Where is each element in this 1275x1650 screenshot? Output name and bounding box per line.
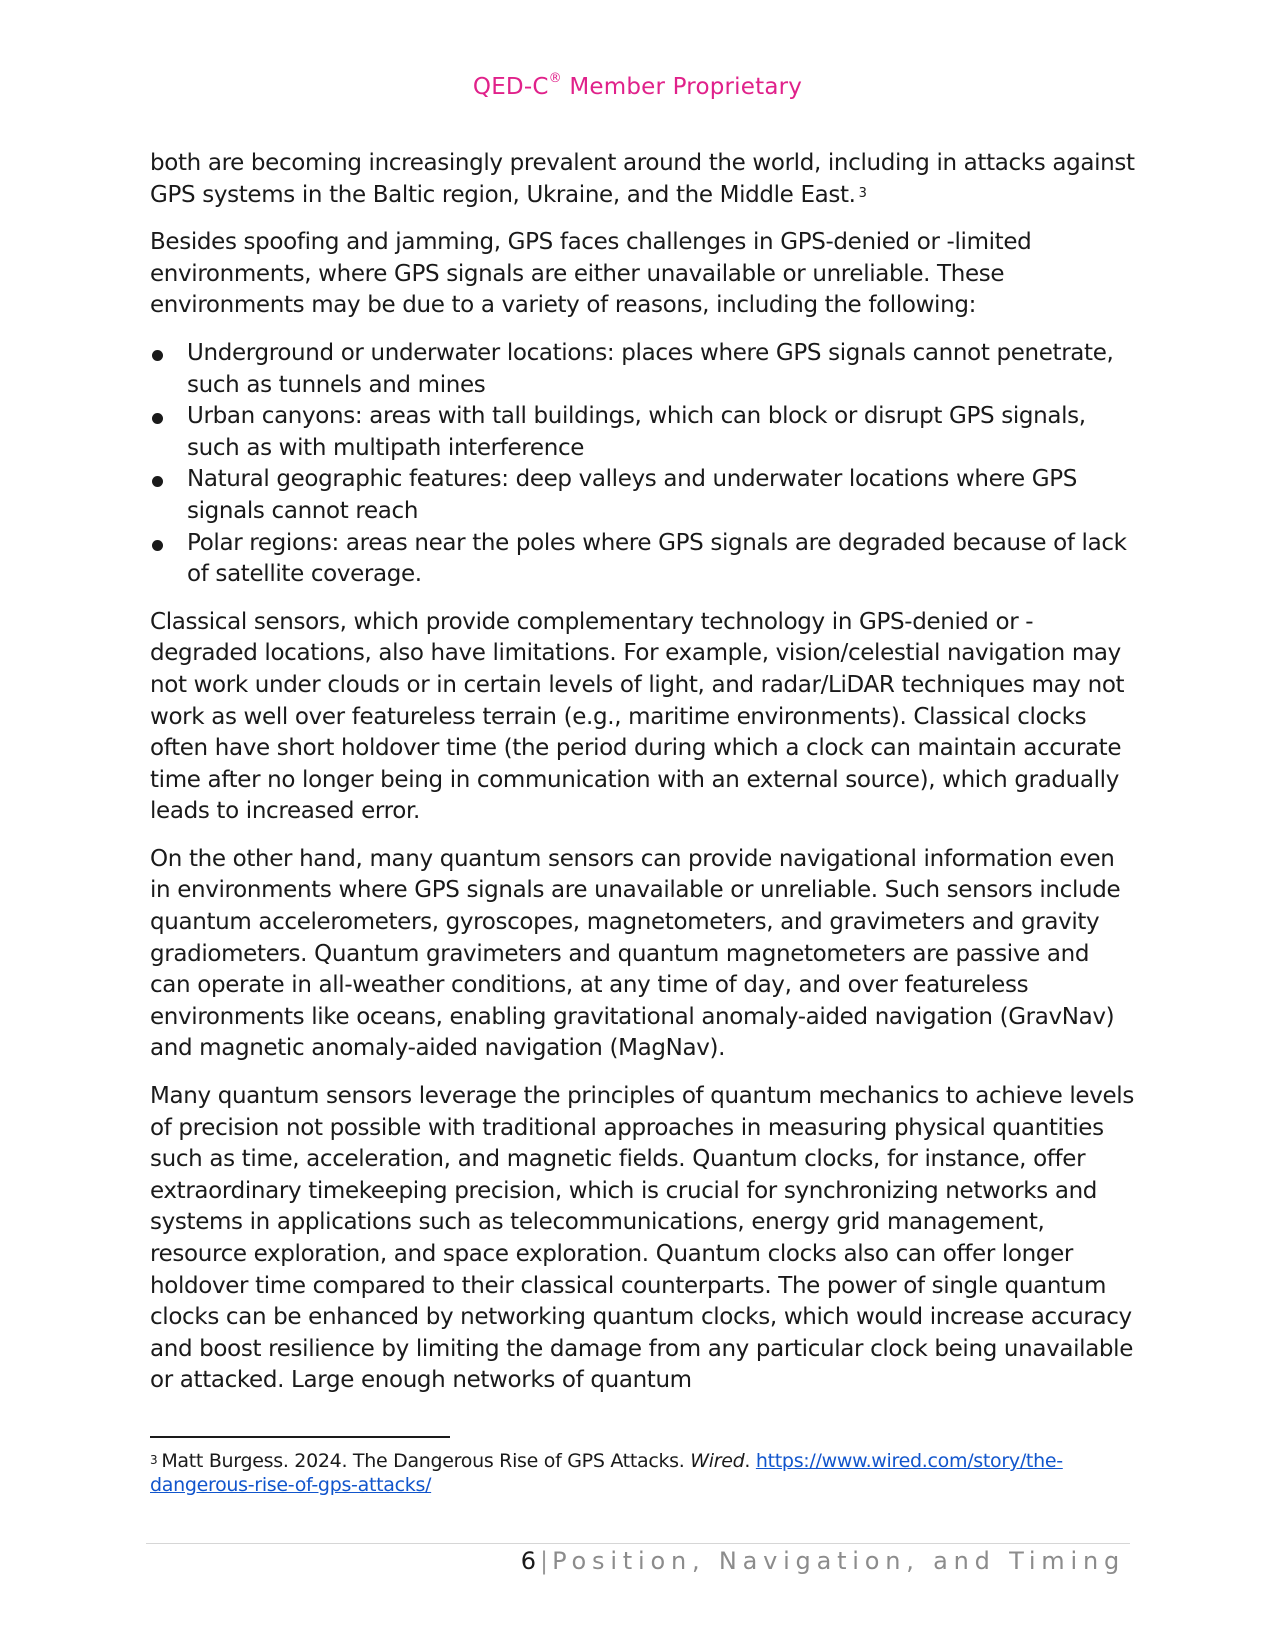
list-item-text: Polar regions: areas near the poles where GPS signals are degraded because of lack of satellite coverage. (187, 529, 1127, 588)
list-item (150, 401, 1135, 464)
page-footer (521, 1547, 1125, 1575)
list-item-text: Urban canyons: areas with tall buildings, which can block or disrupt GPS signals, such as with multipath interference (187, 403, 1086, 461)
footnote-text: Matt Burgess. 2024. The Dangerous Rise of GPS Attacks. (161, 1450, 691, 1472)
footnote (150, 1449, 1110, 1497)
bullet-icon (152, 540, 163, 551)
header-suffix: Member Proprietary (561, 74, 803, 100)
footnote-divider (150, 1436, 450, 1438)
paragraph-4: On the other hand, many quantum sensors can provide navigational information even in environments where GPS signals are unavailable or unreliable. Such sensors include quantum accelerometers, gyroscopes, magnetometers, and gravimeters and gravity gradiometers. Quantum gravimeters and quantum magnetometers are passive and can operate in all-weather conditions, at any time of day, and over featureless environments like oceans, enabling gravitational anomaly-aided navigation (GravNav) and magnetic anomaly-aided navigation (MagNav). (150, 845, 1121, 1062)
list-item (150, 528, 1135, 591)
bullet-icon (152, 350, 163, 361)
list-item (150, 338, 1135, 401)
paragraph-2: Besides spoofing and jamming, GPS faces challenges in GPS-denied or -limited environments, where GPS signals are either unavailable or unreliable. These environments may be due to a variety of reasons, including the following: (150, 229, 1032, 319)
paragraph-3: Classical sensors, which provide complementary technology in GPS-denied or -degraded locations, also have limitations. For example, vision/celestial navigation may not work under clouds or in certain levels of light, and radar/LiDAR techniques may not work as well over featureless terrain (e.g., maritime environments). Classical clocks often have short holdover time (the period during which a clock can maintain accurate time after no longer being in communication with an external source), which gradually leads to increased error. (150, 608, 1125, 825)
header-org: QED-C (472, 74, 549, 100)
registered-mark: ® (548, 71, 562, 86)
paragraph-5: Many quantum sensors leverage the principles of quantum mechanics to achieve levels of precision not possible with traditional approaches in measuring physical quantities such as time, acceleration, and magnetic fields. Quantum clocks, for instance, offer extraordinary timekeeping precision, which is crucial for synchronizing networks and systems in applications such as telecommunications, energy grid management, resource exploration, and space exploration. Quantum clocks also can offer longer holdover time compared to their classical counterparts. The power of single quantum clocks can be enhanced by networking quantum clocks, which would increase accuracy and boost resilience by limiting the damage from any particular clock being unavailable or attacked. Large enough networks of quantum (150, 1083, 1134, 1394)
footnote-text-after: . (744, 1450, 756, 1472)
body-text (150, 148, 1135, 1413)
footnote-link[interactable]: https://www.wired.com/story/the-dangerous-rise-of-gps-attacks/ (150, 1450, 1063, 1496)
page-header (0, 71, 1275, 100)
bullet-icon (152, 476, 163, 487)
list-item-text: Natural geographic features: deep valleys and underwater locations where GPS signals cannot reach (187, 466, 1078, 524)
paragraph-1-text: both are becoming increasingly prevalent around the world, including in attacks against GPS systems in the Baltic region, Ukraine, and the Middle East. (150, 150, 1135, 208)
page-number: 6 (520, 1547, 537, 1575)
list-item (150, 464, 1135, 527)
paragraph-1 (150, 148, 1135, 211)
footer-title: Position, Navigation, and Timing (552, 1547, 1125, 1575)
bullet-icon (152, 413, 163, 424)
list-item-text: Underground or underwater locations: places where GPS signals cannot penetrate, such as tunnels and mines (187, 339, 1114, 398)
footnote-ref[interactable]: 3 (858, 185, 867, 201)
footnote-number: 3 (150, 1453, 158, 1467)
footer-separator: | (540, 1547, 549, 1575)
footer-divider (146, 1543, 1130, 1544)
footnote-source: Wired (690, 1450, 745, 1472)
bullet-list (150, 338, 1135, 591)
